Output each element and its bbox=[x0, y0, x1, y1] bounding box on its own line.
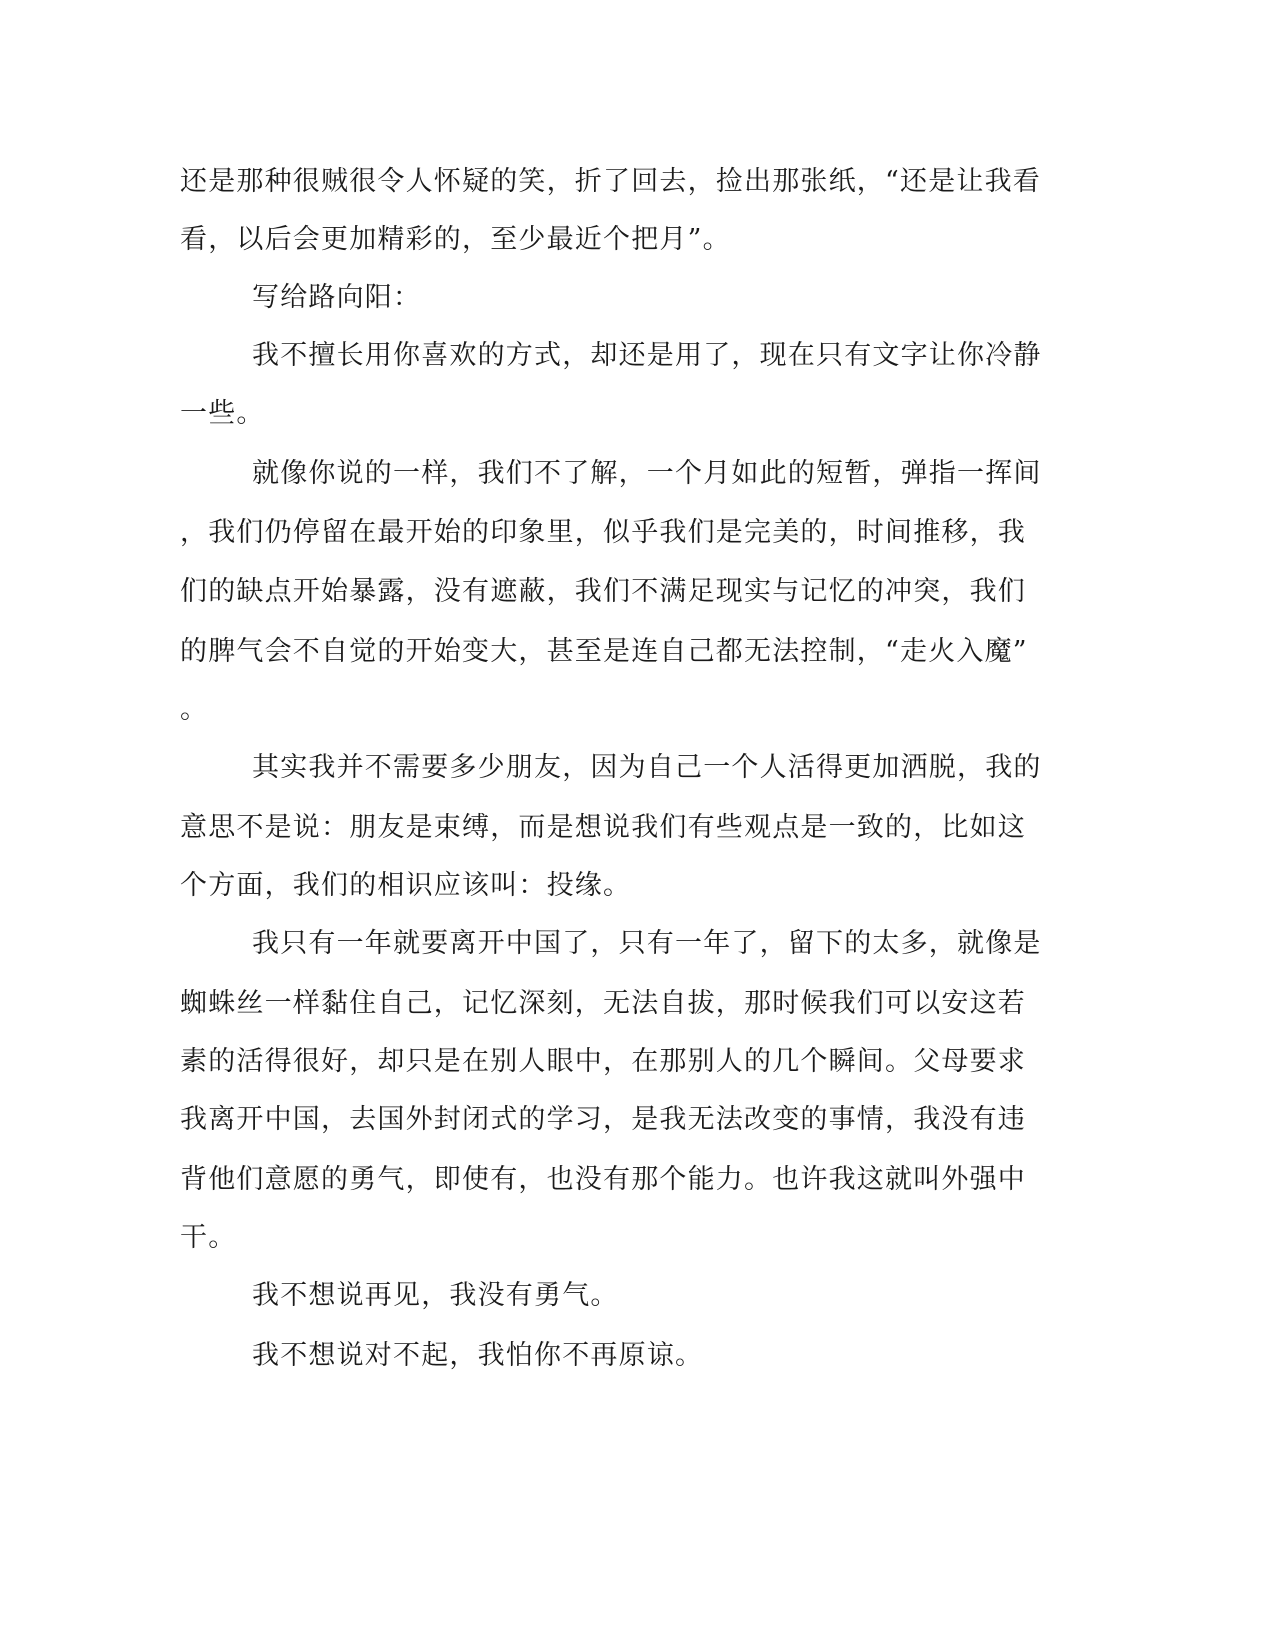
text-line: 我离开中国，去国外封闭式的学习，是我无法改变的事情，我没有违 bbox=[180, 1104, 1026, 1135]
text-line: 我不擅长用你喜欢的方式，却还是用了，现在只有文字让你冷静 bbox=[252, 340, 1042, 371]
text-line: 素的活得很好，却只是在别人眼中，在那别人的几个瞬间。父母要求 bbox=[180, 1046, 1026, 1077]
salutation-line: 写给路向阳： bbox=[252, 282, 422, 313]
text-line: 们的缺点开始暴露，没有遮蔽，我们不满足现实与记忆的冲突，我们 bbox=[180, 576, 1026, 607]
text-line: 背他们意愿的勇气，即使有，也没有那个能力。也许我这就叫外强中 bbox=[180, 1164, 1026, 1195]
text-line: 蜘蛛丝一样黏住自己，记忆深刻，无法自拔，那时候我们可以安这若 bbox=[180, 988, 1026, 1019]
text-line: 我不想说再见，我没有勇气。 bbox=[252, 1280, 619, 1311]
text-line: ，我们仍停留在最开始的印象里，似乎我们是完美的，时间推移，我 bbox=[180, 517, 1026, 548]
text-line: 看，以后会更加精彩的，至少最近个把月”。 bbox=[180, 224, 731, 255]
text-line: 我不想说对不起，我怕你不再原谅。 bbox=[252, 1340, 704, 1371]
text-line: 我只有一年就要离开中国了，只有一年了，留下的太多，就像是 bbox=[252, 928, 1042, 959]
text-line: 其实我并不需要多少朋友，因为自己一个人活得更加洒脱，我的 bbox=[252, 752, 1042, 783]
text-line: 还是那种很贼很令人怀疑的笑，折了回去，捡出那张纸，“还是让我看 bbox=[180, 166, 1042, 197]
text-line: 意思不是说：朋友是束缚，而是想说我们有些观点是一致的，比如这 bbox=[180, 812, 1026, 843]
text-line: 一些。 bbox=[180, 398, 265, 429]
text-line: 就像你说的一样，我们不了解，一个月如此的短暂，弹指一挥间 bbox=[252, 458, 1042, 489]
text-line: 的脾气会不自觉的开始变大，甚至是连自己都无法控制，“走火入魔” bbox=[180, 636, 1028, 667]
text-line: 。 bbox=[180, 694, 209, 725]
text-line: 干。 bbox=[180, 1222, 237, 1253]
text-line: 个方面，我们的相识应该叫：投缘。 bbox=[180, 870, 632, 901]
